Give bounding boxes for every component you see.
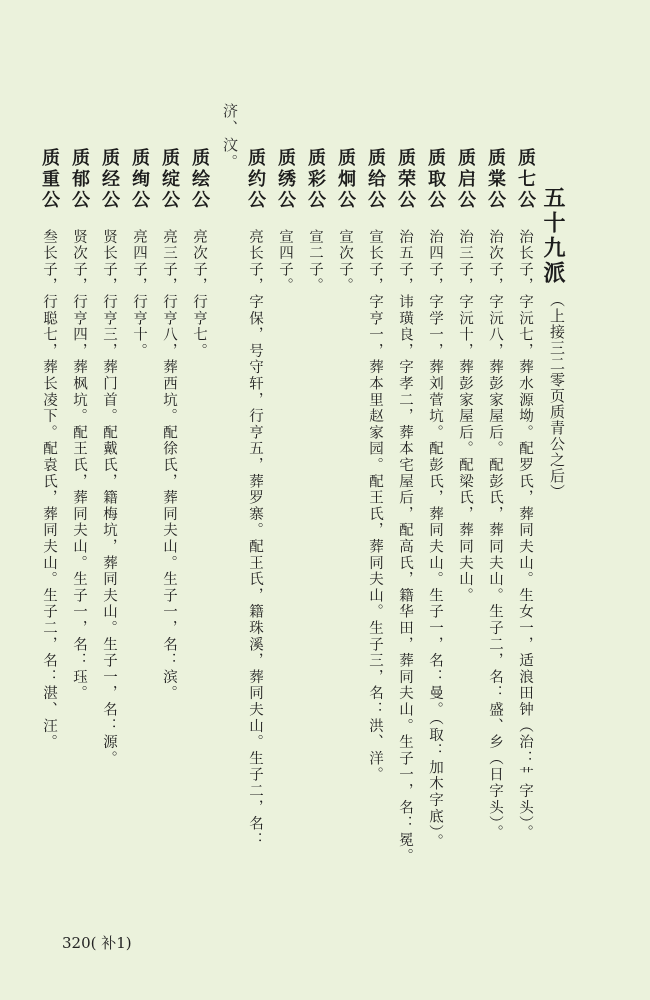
entry-name: 质荣公 [395, 148, 416, 211]
genealogy-entry [36, 148, 62, 938]
entry-text: 亮长子，字保，号守轩，行亨五，葬罗寨。配王氏，籍珠溪，葬同夫山。生子二，名： [247, 229, 263, 849]
genealogy-entry [362, 148, 388, 938]
genealogy-entry [482, 148, 508, 938]
entry-text: 治次子，字沅八，葬彭家屋后。配彭氏，葬同夫山。生子二，名：盛、乡（日字头）。 [487, 229, 503, 842]
entry-text: 治五子，讳璜良，字孝二，葬本宅屋后，配高氏，籍华田，葬同夫山。生子一，名：冕。 [397, 229, 413, 865]
entry-text: 叁长子，行聪七，葬长凌下。配袁氏，葬同夫山。生子二，名：湛、汪。 [41, 229, 57, 751]
entry-name: 质炯公 [335, 148, 356, 211]
genealogy-entry [422, 148, 448, 938]
entry-text: 贤次子，行亨四，葬枫坑。配王氏，葬同夫山。生子一，名：珏。 [71, 229, 87, 702]
entry-name: 质绘公 [189, 148, 210, 211]
entry-name: 质绽公 [159, 148, 180, 211]
genealogy-entry [242, 148, 268, 938]
genealogy-entry [392, 148, 418, 938]
entry-text: 宣二子。 [307, 229, 323, 295]
genealogy-entry [332, 148, 358, 938]
entry-text: 宣长子，字亨一，葬本里赵家园。配王氏，葬同夫山。生子三，名：洪、洋。 [367, 229, 383, 784]
section-note: （上接三二零页质青公之后） [548, 292, 566, 500]
genealogy-entry [96, 148, 122, 938]
entry-name: 质彩公 [305, 148, 326, 211]
genealogy-entry [156, 148, 182, 938]
entry-text: 亮三子，行亨八，葬西坑。配徐氏，葬同夫山。生子一，名：滨。 [161, 229, 177, 702]
entry-text: 宣四子。 [277, 229, 293, 295]
entry-name: 质绣公 [275, 148, 296, 211]
entry-text: 贤长子，行亨三，葬门首。配戴氏，籍梅坑，葬同夫山。生子一，名：源。 [101, 229, 117, 767]
genealogy-entry [452, 148, 478, 938]
genealogy-entry [302, 148, 328, 938]
genealogy-entry [186, 148, 212, 938]
entry-name: 质棠公 [485, 148, 506, 211]
genealogy-entries [0, 148, 650, 948]
section-title: 五十九派 [540, 186, 566, 286]
genealogy-entry [126, 148, 152, 938]
genealogy-entry [512, 148, 538, 938]
continued-text: 济、汶。 [221, 103, 239, 171]
entry-name: 质启公 [455, 148, 476, 211]
page-number: 320( 补1) [62, 934, 132, 952]
entry-text: 宣次子。 [337, 229, 353, 295]
entry-text: 治四子，字学一，葬刘菅坑。配彭氏，葬同夫山。生子一，名：曼。（取：加木字底）。 [427, 229, 443, 851]
entry-text: 亮次子，行亨七。 [191, 229, 207, 360]
entry-name: 质经公 [99, 148, 120, 211]
entry-name: 质绚公 [129, 148, 150, 211]
entry-text: 亮四子，行亨十。 [131, 229, 147, 360]
entry-name: 质约公 [245, 148, 266, 211]
genealogy-entry [66, 148, 92, 938]
entry-name: 质给公 [365, 148, 386, 211]
entry-name: 质重公 [39, 148, 60, 211]
entry-text: 治长子，字沅七，葬水源坳。配罗氏，葬同夫山。生女一，适浪田钟（治：艹字头）。 [517, 229, 533, 842]
entry-name: 质七公 [515, 148, 536, 211]
entry-text: 治三子，字沅十，葬彭家屋后。配梁氏，葬同夫山。 [457, 229, 473, 604]
entry-name: 质取公 [425, 148, 446, 211]
entry-name: 质郁公 [69, 148, 90, 211]
genealogy-entry [272, 148, 298, 938]
